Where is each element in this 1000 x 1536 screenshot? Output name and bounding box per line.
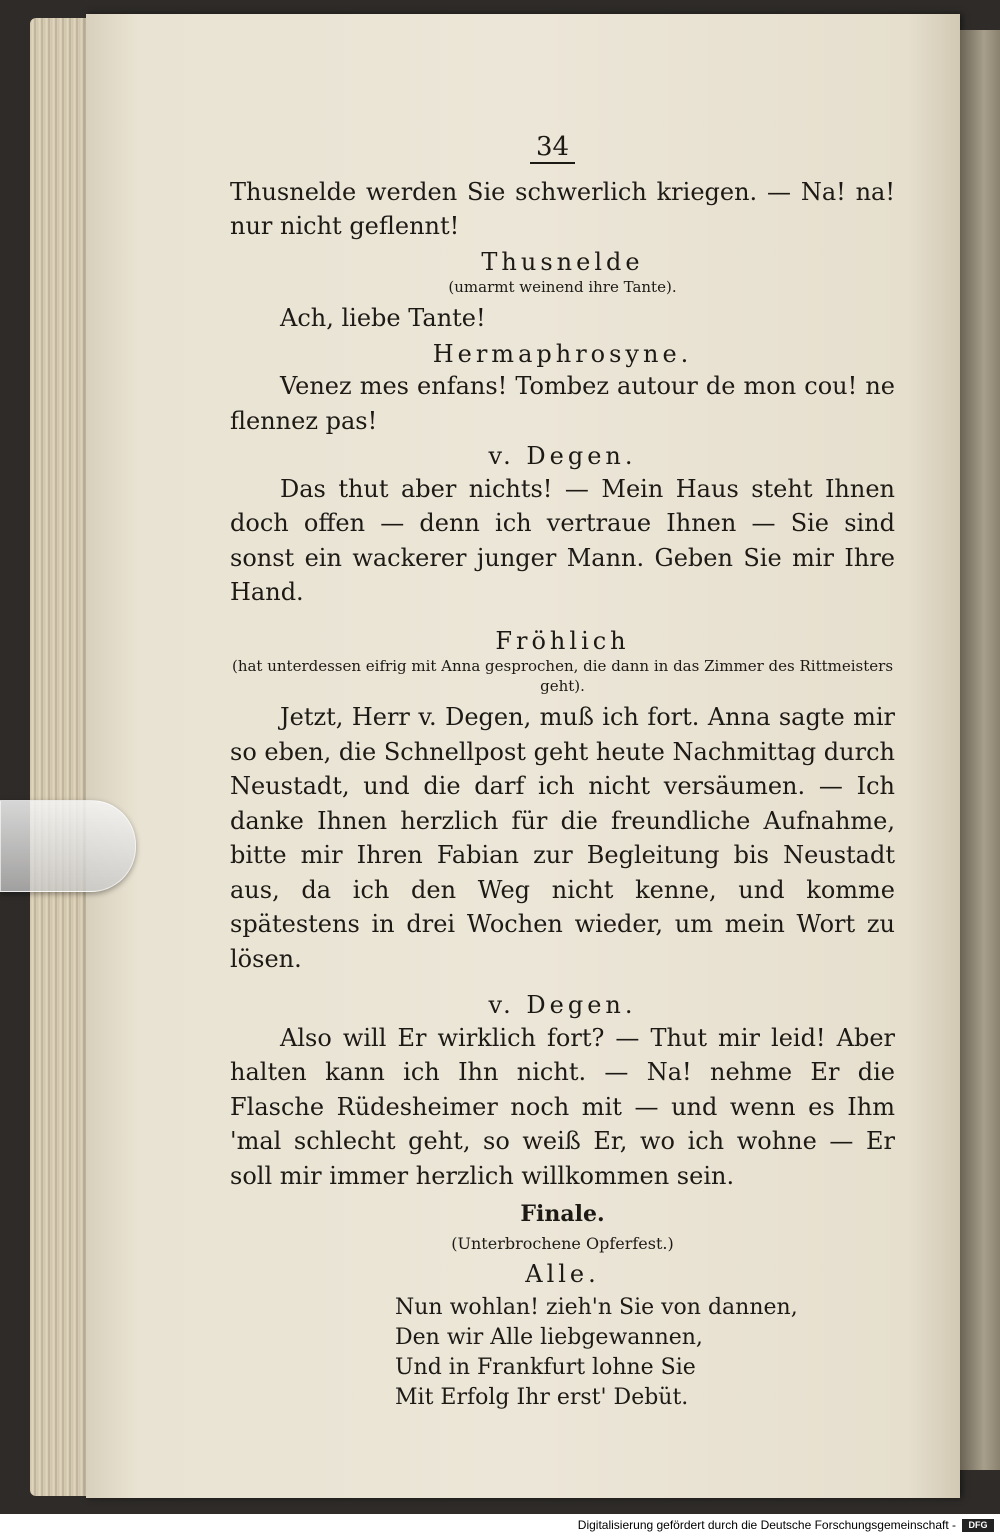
bookmark-clip (0, 800, 136, 892)
section-heading: Finale. (520, 1201, 605, 1227)
text-paragraph: Thusnelde werden Sie schwerlich kriegen. — Na! na! nur nicht geflennt! (230, 177, 895, 240)
verse-line: Den wir Alle liebgewannen, (395, 1325, 703, 1350)
text-paragraph: Ach, liebe Tante! (280, 304, 486, 332)
text-paragraph: Das thut aber nichts! — Mein Haus steht Ihnen doch offen — denn ich vertraue Ihnen — Sie sind sonst ein wackerer junger Mann. Geben Sie mir Ihre Hand. (230, 474, 895, 606)
speaker-name: v. Degen. (488, 442, 637, 470)
section-subheading: (Unterbrochene Opferfest.) (451, 1233, 674, 1253)
digitization-footer (0, 1514, 1000, 1536)
page-text (230, 130, 895, 1413)
verse-line: Nun wohlan! zieh'n Sie von dannen, (395, 1295, 798, 1320)
text-paragraph: Venez mes enfans! Tombez autour de mon cou! ne flennez pas! (230, 372, 895, 435)
verse-block (395, 1293, 895, 1413)
text-paragraph: Jetzt, Herr v. Degen, muß ich fort. Anna sagte mir so eben, die Schnellpost geht heute Nachmittag durch Neustadt, und die darf ich nicht versäumen. — Ich danke Ihnen herzlich für die freundliche Aufnahme, bitte mir Ihren Fabian zur Begleitung bis Neustadt aus, da ich den Weg nicht kenne, und komme spätestens in drei Wochen wieder, um mein Wort zu lösen. (230, 703, 895, 973)
facing-page-edge (960, 30, 1000, 1470)
speaker-name: Alle. (525, 1259, 600, 1288)
stage-direction: (umarmt weinend ihre Tante). (448, 278, 677, 296)
speaker-name: v. Degen. (488, 991, 637, 1019)
verse-line: Und in Frankfurt lohne Sie (395, 1355, 696, 1380)
footer-text: Digitalisierung gefördert durch die Deutsche Forschungsgemeinschaft - (577, 1518, 956, 1532)
stage-direction: (hat unterdessen eifrig mit Anna gesprochen, die dann in das Zimmer des Rittmeisters geht). (231, 657, 894, 695)
speaker-name: Hermaphrosyne. (432, 339, 693, 368)
page-number: 34 (210, 130, 895, 165)
speaker-name: Fröhlich (495, 626, 630, 655)
speaker-name: Thusnelde (481, 247, 644, 276)
dfg-logo: DFG (962, 1519, 994, 1532)
text-paragraph: Also will Er wirklich fort? — Thut mir leid! Aber halten kann ich Ihn nicht. — Na! nehme Er die Flasche Rüdesheimer noch mit — und wenn es Ihm 'mal schlecht geht, so weiß Er, wo ich wohne — Er soll mir immer herzlich willkommen sein. (230, 1023, 895, 1190)
verse-line: Mit Erfolg Ihr erst' Debüt. (395, 1385, 689, 1410)
